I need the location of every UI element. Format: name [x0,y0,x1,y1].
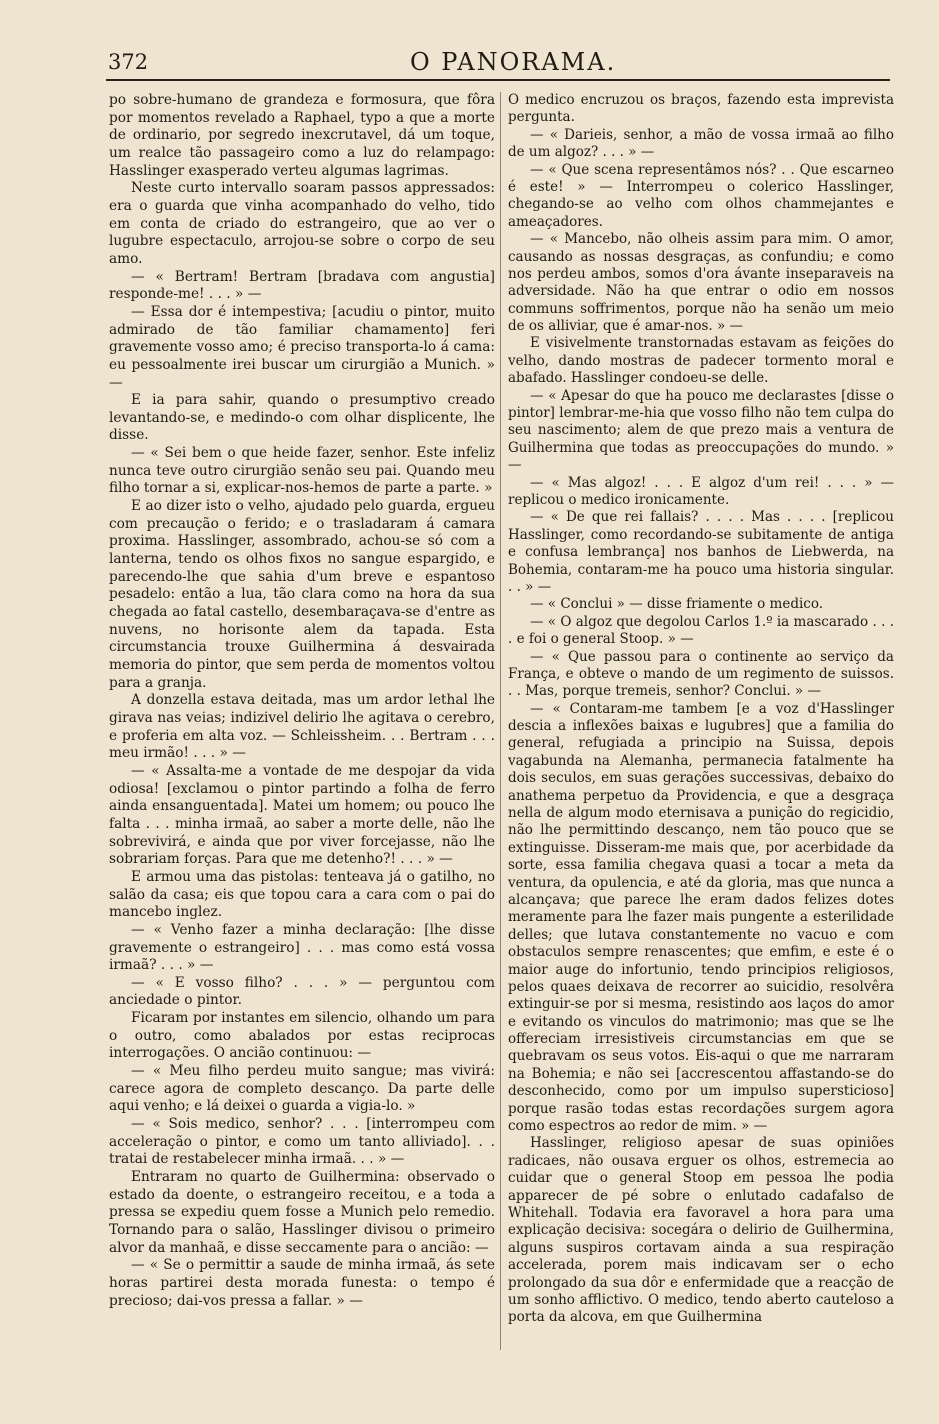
paragraph: A donzella estava deitada, mas um ardor lethal lhe girava nas veias; indizivel delirio lhe agitava o cerebro, e proferia em alta voz. — Schleissheim. . . Bertram . . . meu irmão! . . . » — [109,692,495,762]
paragraph: — « E vosso filho? . . . » — perguntou com anciedade o pintor. [109,974,495,1009]
paragraph: — « Bertram! Bertram [bradava com angustia] responde-me! . . . » — [109,268,495,303]
paragraph: — « Venho fazer a minha declaração: [lhe disse gravemente o estrangeiro] . . . mas como está vossa irmaã? . . . » — [109,921,495,974]
paragraph: Ficaram por instantes em silencio, olhando um para o outro, como abalados por estas reciprocas interrogações. O ancião continuou: — [109,1010,495,1062]
paragraph: E ao dizer isto o velho, ajudado pelo guarda, ergueu com precaução o ferido; e o trasladaram á camara proxima. Hasslinger, assombrado, achou-se só com a lanterna, tendo os olhos fixos no sangue espargido, e parecendo-lhe que sahia d'um breve e espantoso pesadelo: então a lua, tão clara como na hora da sua chegada ao fatal castello, desembaraçava-se d'entre as nuvens, no horisonte alem da tapada. Esta circumstancia trouxe Guilhermina á desvairada memoria do pintor, que sem perda de momentos voltou para a granja. [109,498,495,691]
paragraph: — « Darieis, senhor, a mão de vossa irmaã ao filho de um algoz? . . . » — [508,126,894,161]
paragraph: O medico encruzou os braços, fazendo esta imprevista pergunta. [508,92,894,126]
paragraph: E armou uma das pistolas: tenteava já o gatilho, no salão da casa; eis que topou cara a cara com o pai do mancebo inglez. [109,868,495,921]
paragraph: — « Contaram-me tambem [e a voz d'Hasslinger descia a inflexões baixas e lugubres] que a familia do general, refugiada a principio na Suissa, depois vagabunda na Alemanha, permanecia fatalmente ha dois seculos, em suas gerações successivas, debaixo do anathema perpetuo da Providencia, e que a desgraça nella de algum modo eternisava a punição do regicidio, não lhe permittindo descanço, nem tão pouco que se extinguisse. Disseram-me mais que, por acerbidade da sorte, essa familia chegava quasi a tocar a meta da ventura, da opulencia, e até da gloria, mas que nunca a alcançava; que parece lhe eram dados felizes dotes meramente para lhe fazer mais pungente a esterilidade delles; que lutava constantemente no vacuo e com obstaculos sempre renascentes; que emfim, e este é o maior auge do infortunio, tendo principios religiosos, pelos quaes deixava de recorrer ao suicidio, resolvêra extinguir-se por si mesma, resistindo aos laços do amor e evitando os vinculos do matrimonio; mas que se lhe offereciam irresistiveis circumstancias em que se quebravam os seus votos. Eis-aqui o que me narraram na Bohemia; e não sei [accrescentou affastando-se do desconhecido, como por um impulso supersticioso] porque rasão todas estas recordações surgem agora como espectros ao redor de mim. » — [508,700,894,1135]
paragraph: — « Sois medico, senhor? . . . [interrompeu com acceleração o pintor, e como um tanto alliviado]. . . tratai de restabelecer minha irmaã. . . » — [109,1116,495,1168]
paragraph: — « Que scena representâmos nós? . . Que escarneo é este! » — Interrompeu o colerico Hasslinger, chegando-se ao velho com olhos chammejantes e ameaçadores. [508,161,894,230]
paragraph: — « Sei bem o que heide fazer, senhor. Este infeliz nunca teve outro cirurgião senão seu pai. Quando meu filho tornar a si, explicar-nos-hemos de parte a parte. » [109,445,495,497]
header-rule [106,79,890,81]
paragraph: — « Se o permittir a saude de minha irmaã, ás sete horas partirei desta morada funesta: o tempo é precioso; dai-vos pressa a fallar. » — [109,1257,495,1309]
column-divider [500,92,501,1350]
paragraph: — « Assalta-me a vontade de me despojar da vida odiosa! [exclamou o pintor partindo a folha de ferro ainda ensanguentada]. Matei um homem; ou pouco lhe falta . . . minha irmaã, ao saber a morte delle, não lhe sobrevivirá, e ainda que por viver forcejasse, não lhe sobrariam forças. Para que me detenho?! . . . » — [109,762,495,868]
left-text-column [109,92,495,1310]
paragraph: — « Mancebo, não olheis assim para mim. O amor, causando as nossas desgraças, as confundiu; e como nos perdeu ambos, somos d'ora ávante inseparaveis na adversidade. Não ha que entrar o odio em nossos communs soffrimentos, porque não ha senão um meio de os alliviar, que é amar-nos. » — [508,231,894,335]
paragraph: — « Conclui » — disse friamente o medico. [530,596,824,613]
paragraph: Entraram no quarto de Guilhermina: observado o estado da doente, o estrangeiro receitou, e a toda a pressa se expediu quem fosse a Munich pelo remedio. Tornando para o salão, Hasslinger divisou o primeiro alvor da manhaã, e disse seccamente para o ancião: — [109,1169,495,1256]
paragraph: — « O algoz que degolou Carlos 1.º ia mascarado . . . . e foi o general Stoop. » — [508,613,894,648]
paragraph: — « Que passou para o continente ao serviço da França, e obteve o mando de um regimento de suissos. . . Mas, porque tremeis, senhor? Conclui. » — [508,648,894,700]
paragraph: E ia para sahir, quando o presumptivo creado levantando-se, e medindo-o com olhar displicente, lhe disse. [109,392,495,444]
paragraph: po sobre-humano de grandeza e formosura, que fôra por momentos revelado a Raphael, typo a que a morte de ordinario, por segredo inexcrutavel, dá um toque, um realce tão passageiro como a luz do relampago: Hasslinger exasperado verteu algumas lagrimas. [109,92,495,179]
paragraph: — « Apesar do que ha pouco me declarastes [disse o pintor] lembrar-me-hia que vosso filho não tem culpa do seu nascimento; alem de que prezo mais a ventura de Guilhermina que todas as preoccupações do mundo. » — [508,387,894,474]
paragraph: — « Mas algoz! . . . E algoz d'um rei! . . . » — replicou o medico ironicamente. [508,474,894,508]
paragraph: Hasslinger, religioso apesar de suas opiniões radicaes, não ousava erguer os olhos, estremecia ao cuidar que o general Stoop em pessoa lhe podia apparecer de pé sobre o enlutado cadafalso de Whitehall. Todavia era favoravel a hora para uma explicação decisiva: socegára o delirio de Guilhermina, alguns suspiros cortavam ainda a sua respiração accelerada, porem mais indicavam ser o echo prolongado da sua dôr e enfermidade que a reacção de um sonho afflictivo. O medico, tendo aberto cauteloso a porta da alcova, em que Guilhermina [508,1135,894,1326]
paragraph: E visivelmente transtornadas estavam as feições do velho, dando mostras de padecer tormento moral e abafado. Hasslinger condoeu-se delle. [508,335,894,387]
paragraph: Neste curto intervallo soaram passos appressados: era o guarda que vinha acompanhado do velho, tido em conta de criado do estrangeiro, que ao ver o lugubre espectaculo, arrojou-se sobre o corpo de seu amo. [109,180,495,267]
page-number: 372 [108,50,149,74]
right-text-column [508,92,894,1327]
running-title: O PANORAMA. [410,48,617,76]
paragraph: — « De que rei fallais? . . . . Mas . . . . [replicou Hasslinger, como recordando-se subitamente de antiga e confusa lembrança] nos banhos de Liebwerda, na Bohemia, contaram-me ha pouco uma historia singular. . . » — [508,509,894,595]
paragraph: — « Meu filho perdeu muito sangue; mas vivirá: carece agora de completo descanço. Da parte delle aqui venho; e lá deixei o guarda a vigia-lo. » [109,1063,495,1115]
paragraph: — Essa dor é intempestiva; [acudiu o pintor, muito admirado de tão familiar chamamento] feri gravemente vosso amo; é preciso transporta-lo á cama: eu pessoalmente irei buscar um cirurgião a Munich. » — [109,303,495,391]
